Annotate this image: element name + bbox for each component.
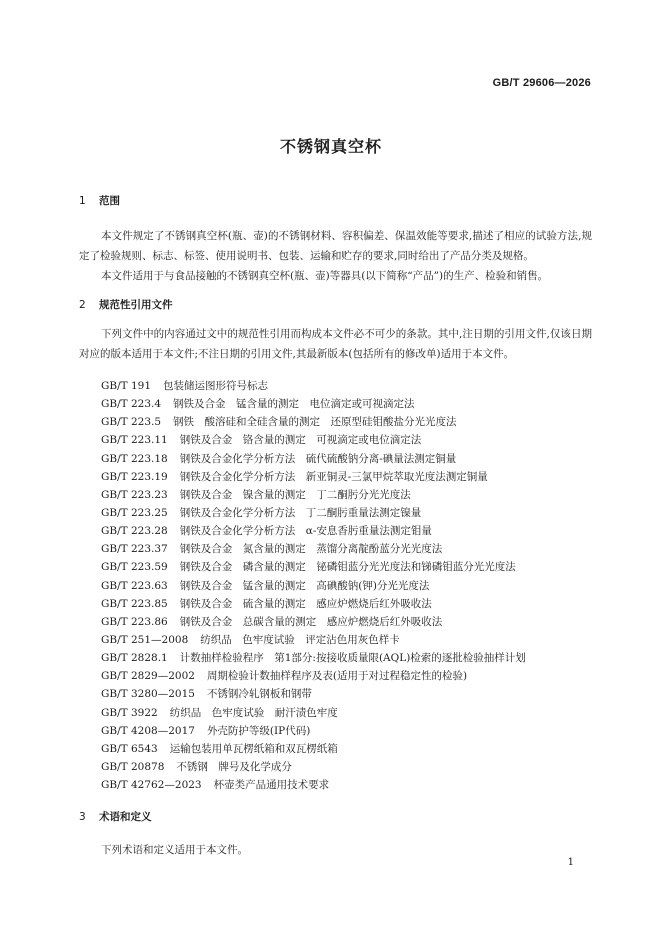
reference-title: 外壳防护等级(IP代码) — [206, 724, 311, 737]
document-title: 不锈钢真空杯 — [279, 137, 382, 156]
reference-title: 钢铁 酸溶硅和全硅含量的测定 还原型硅钼酸盐分光光度法 — [173, 416, 457, 429]
reference-title: 纺织品 色牢度试验 耐汗渍色牢度 — [169, 706, 338, 719]
reference-title: 钢铁及合金 锰含量的测定 电位滴定或可视滴定法 — [173, 398, 415, 411]
reference-item — [101, 377, 526, 395]
reference-item — [101, 504, 526, 522]
section-2-title: 规范性引用文件 — [99, 299, 173, 311]
reference-code: GB/T 6543 — [101, 742, 158, 755]
reference-title: 钢铁及合金化学分析方法 新亚铜灵-三氯甲烷萃取光度法测定铜量 — [179, 470, 488, 483]
reference-title: 运输包装用单瓦楞纸箱和双瓦楞纸箱 — [169, 742, 338, 755]
reference-title: 钢铁及合金 镍含量的测定 丁二酮肟分光光度法 — [179, 488, 411, 501]
reference-title: 不锈钢 牌号及化学成分 — [176, 760, 292, 773]
reference-title: 钢铁及合金 总碳含量的测定 感应炉燃烧后红外吸收法 — [179, 615, 443, 628]
reference-item — [101, 776, 526, 794]
normative-reference-list — [101, 377, 526, 794]
reference-item — [101, 558, 526, 576]
reference-code: GB/T 2828.1 — [101, 652, 168, 665]
reference-code: GB/T 223.59 — [101, 561, 168, 574]
reference-item — [101, 649, 526, 667]
reference-code: GB/T 223.28 — [101, 525, 168, 538]
reference-title: 钢铁及合金 磷含量的测定 铋磷钼蓝分光光度法和锑磷钼蓝分光光度法 — [179, 561, 516, 574]
section-1-number: 1 — [79, 195, 86, 207]
reference-code: GB/T 223.4 — [101, 398, 162, 411]
reference-title: 钢铁及合金化学分析方法 丁二酮肟重量法测定镍量 — [179, 506, 422, 519]
reference-code: GB/T 251—2008 — [101, 633, 189, 646]
reference-title: 钢铁及合金 氮含量的测定 蒸馏分离靛酚蓝分光光度法 — [179, 543, 443, 556]
reference-item — [101, 613, 526, 631]
reference-title: 钢铁及合金化学分析方法 硫代硫酸钠分离-碘量法测定铜量 — [179, 452, 457, 465]
reference-item — [101, 450, 526, 468]
standard-code: GB/T 29606—2026 — [492, 77, 591, 89]
reference-title: 钢铁及合金 铬含量的测定 可视滴定或电位滴定法 — [179, 434, 422, 447]
section-1-body — [79, 226, 592, 286]
reference-code: GB/T 223.63 — [101, 579, 168, 592]
reference-item — [101, 704, 526, 722]
section-3-title: 术语和定义 — [99, 811, 152, 823]
reference-title: 计数抽样检验程序 第1部分:按接收质量限(AQL)检索的逐批检验抽样计划 — [179, 652, 526, 665]
reference-item — [101, 431, 526, 449]
reference-title: 不锈钢冷轧钢板和钢带 — [206, 688, 312, 701]
reference-code: GB/T 223.19 — [101, 470, 168, 483]
section-1-title: 范围 — [99, 195, 120, 207]
reference-item — [101, 631, 526, 649]
reference-item — [101, 740, 526, 758]
section-3-number: 3 — [79, 811, 86, 823]
reference-code: GB/T 3922 — [101, 706, 158, 719]
reference-title: 钢铁及合金 硫含量的测定 感应炉燃烧后红外吸收法 — [179, 597, 432, 610]
section-2-heading — [79, 297, 173, 312]
reference-code: GB/T 223.37 — [101, 543, 168, 556]
reference-item — [101, 395, 526, 413]
reference-code: GB/T 223.5 — [101, 416, 162, 429]
reference-title: 纺织品 色牢度试验 评定沾色用灰色样卡 — [200, 633, 400, 646]
reference-code: GB/T 191 — [101, 380, 152, 392]
reference-item — [101, 667, 526, 685]
reference-code: GB/T 42762—2023 — [101, 779, 202, 792]
reference-item — [101, 722, 526, 740]
page-number: 1 — [567, 857, 574, 868]
reference-title: 钢铁及合金化学分析方法 α-安息香肟重量法测定钼量 — [179, 525, 432, 538]
reference-item — [101, 486, 526, 504]
reference-code: GB/T 223.23 — [101, 488, 168, 501]
scope-paragraph-1: 本文件规定了不锈钢真空杯(瓶、壶)的不锈钢材料、容积偏差、保温效能等要求,描述了相应的试验方法,规定了检验规则、标志、标签、使用说明书、包装、运输和贮存的要求,同时给出了产品分类及规格。 — [79, 230, 592, 262]
reference-code: GB/T 20878 — [101, 760, 165, 773]
references-intro: 下列文件中的内容通过文中的规范性引用而构成本文件必不可少的条款。其中,注日期的引用文件,仅该日期对应的版本适用于本文件;不注日期的引用文件,其最新版本(包括所有的修改单)适用于本文件。 — [79, 328, 592, 360]
terms-intro: 下列术语和定义适用于本文件。 — [101, 844, 248, 856]
scope-paragraph-2: 本文件适用于与食品接触的不锈钢真空杯(瓶、壶)等器具(以下简称“产品”)的生产、检验和销售。 — [101, 270, 549, 282]
reference-item — [101, 468, 526, 486]
reference-code: GB/T 4208—2017 — [101, 724, 195, 737]
section-2-number: 2 — [79, 299, 86, 311]
reference-item — [101, 540, 526, 558]
reference-code: GB/T 2829—2002 — [101, 670, 195, 683]
reference-code: GB/T 3280—2015 — [101, 688, 195, 701]
reference-title: 钢铁及合金 锰含量的测定 高碘酸钠(钾)分光光度法 — [179, 579, 430, 592]
reference-code: GB/T 223.85 — [101, 597, 168, 610]
reference-item — [101, 577, 526, 595]
reference-item — [101, 413, 526, 431]
reference-item — [101, 758, 526, 776]
reference-title: 包装储运图形符号标志 — [163, 380, 269, 392]
reference-item — [101, 522, 526, 540]
reference-code: GB/T 223.25 — [101, 506, 168, 519]
reference-title: 杯壶类产品通用技术要求 — [213, 779, 330, 792]
section-2-intro — [79, 324, 592, 364]
reference-item — [101, 685, 526, 703]
section-3-heading — [79, 809, 152, 824]
reference-code: GB/T 223.18 — [101, 452, 168, 465]
reference-item — [101, 595, 526, 613]
reference-title: 周期检验计数抽样程序及表(适用于对过程稳定性的检验) — [206, 670, 468, 683]
reference-code: GB/T 223.11 — [101, 434, 168, 447]
section-3-body — [79, 840, 592, 860]
section-1-heading — [79, 193, 120, 208]
reference-code: GB/T 223.86 — [101, 615, 168, 628]
